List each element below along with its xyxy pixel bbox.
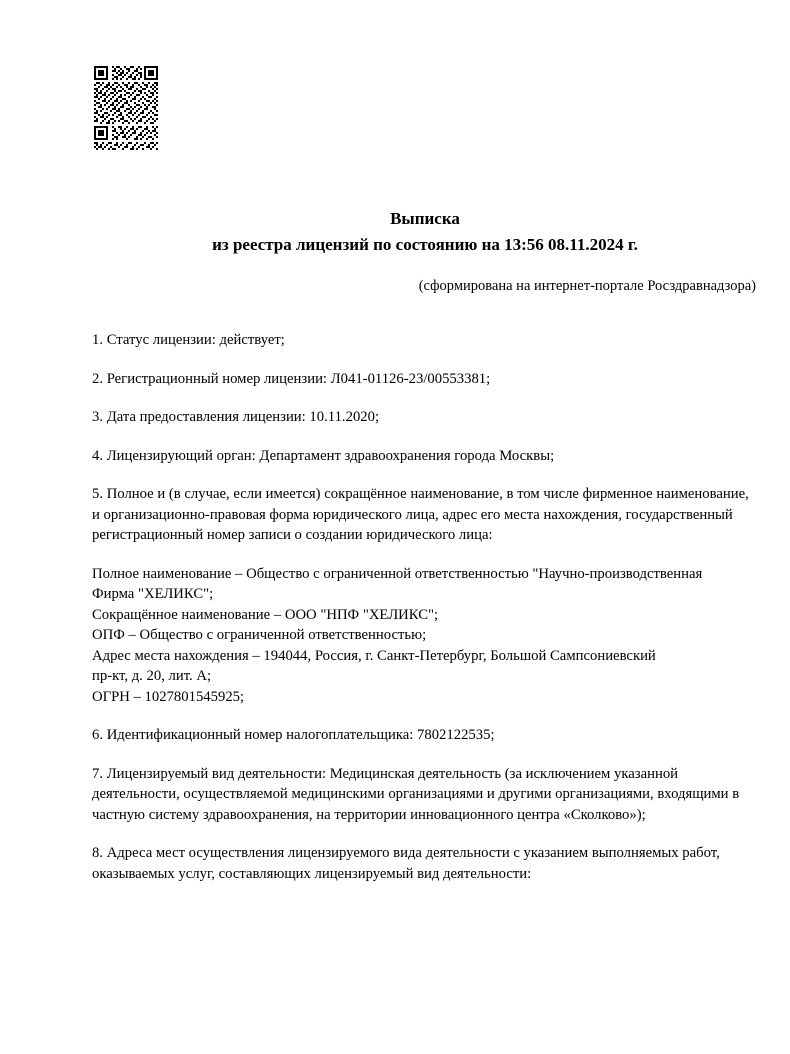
clause-issue-date: 3. Дата предоставления лицензии: 10.11.2020;	[92, 409, 380, 425]
qr-code-icon	[92, 60, 174, 156]
document-title	[92, 206, 758, 258]
clause-entity-info-header: 5. Полное и (в случае, если имеется) сокращённое наименование, в том числе фирменное наименование, и организационно-правовая форма юридического лица, адрес его места нахождения, государственный регистрационный номер записи о создании юридического лица:	[92, 486, 749, 543]
document-subtitle: (сформирована на интернет-портале Росздравнадзора)	[418, 278, 756, 294]
clause-addresses-header: 8. Адреса мест осуществления лицензируемого вида деятельности с указанием выполняемых работ, оказываемых услуг, составляющих лицензируемый вид деятельности:	[92, 845, 720, 882]
entity-detail-line: Фирма "ХЕЛИКС";	[92, 586, 214, 602]
entity-detail-line: Адрес места нахождения – 194044, Россия, г. Санкт-Петербург, Большой Сампсониевский	[92, 647, 656, 664]
clause-activity-type: 7. Лицензируемый вид деятельности: Медицинская деятельность (за исключением указанной деятельности, осуществляемой медицинскими организациями и другими организациями, входящими в частную систему здравоохранения, на территории инновационного центра «Сколково»);	[92, 765, 740, 823]
entity-detail-line: пр-кт, д. 20, лит. А;	[92, 668, 212, 684]
clause-status: 1. Статус лицензии: действует;	[92, 332, 285, 348]
document-body	[92, 330, 758, 902]
title-line-2: из реестра лицензий по состоянию на 13:56 08.11.2024 г.	[212, 235, 638, 254]
entity-detail-line: Сокращённое наименование – ООО "НПФ "ХЕЛИКС";	[92, 606, 439, 623]
entity-details	[92, 564, 758, 708]
entity-detail-line: ОГРН – 1027801545925;	[92, 688, 245, 705]
entity-detail-line: Полное наименование – Общество с ограниченной ответственностью "Научно-производственная	[92, 565, 703, 582]
title-line-1: Выписка	[390, 209, 460, 228]
clause-licensing-authority: 4. Лицензирующий орган: Департамент здравоохранения города Москвы;	[92, 447, 555, 464]
clause-registration-number: 2. Регистрационный номер лицензии: Л041-01126-23/00553381;	[92, 370, 491, 387]
entity-detail-line: ОПФ – Общество с ограниченной ответственностью;	[92, 627, 427, 643]
clause-inn: 6. Идентификационный номер налогоплательщика: 7802122535;	[92, 727, 495, 743]
